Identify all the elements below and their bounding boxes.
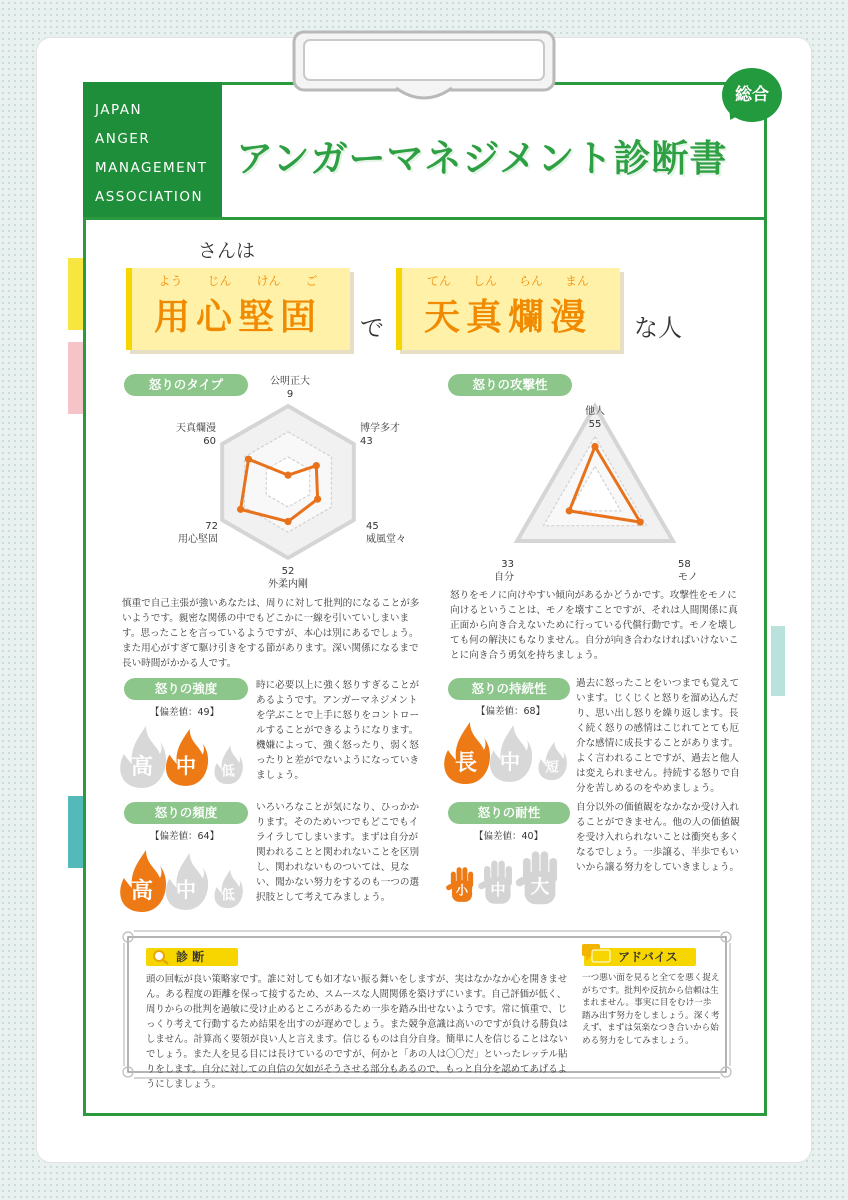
flame-level-icon [120, 850, 166, 912]
radar-data-point [284, 472, 291, 479]
svg-text:他人: 他人 [585, 406, 605, 417]
svg-text:60: 60 [203, 436, 216, 447]
flame-level-icon [490, 725, 532, 782]
speech-bubble-icon [580, 942, 612, 966]
svg-text:公明正大: 公明正大 [270, 376, 310, 387]
anger-attack-radar-chart [488, 396, 708, 592]
radar-axis-label [678, 559, 698, 583]
hand-level-label: 中 [490, 880, 506, 899]
svg-text:9: 9 [286, 389, 294, 400]
svg-text:外柔内剛: 外柔内剛 [268, 579, 308, 590]
connector-text: で [360, 314, 384, 342]
advice-title-text: アドバイス [618, 950, 678, 964]
svg-text:博学多才: 博学多才 [360, 423, 400, 434]
clip-icon [292, 30, 556, 102]
flame-level-icon [166, 729, 208, 786]
magnifier-icon [152, 949, 170, 965]
flame-level-label: 短 [545, 759, 559, 776]
flame-level-label: 中 [175, 878, 197, 903]
flame-level-icon [214, 870, 242, 908]
advice-title [584, 948, 696, 966]
flame-level-icon [166, 853, 208, 910]
svg-text:72: 72 [205, 521, 218, 532]
page-title: アンガーマネジメント診断書 [236, 137, 728, 180]
hand-level-label: 小 [455, 883, 469, 898]
hand-level-icon [514, 851, 557, 904]
hand-level-icon [445, 867, 473, 902]
ruby-reading: よう じん けん ご [158, 274, 318, 288]
intensity-text: 時に必要以上に強く怒りすぎることがあるようです。アンガーマネジメントを学ぶことで上手に怒りをコントロールすることができるようになります。機嫌によって、強く怒ったり、弱く怒ったりと差がでないようになっていきましょう。 [256, 680, 420, 781]
header-divider [83, 217, 767, 220]
radar-data-point [314, 496, 321, 503]
persistence-text: 過去に怒ったことをいつまでも覚えています。じくじくと怒りを溜め込んだり、思い出し怒りを繰り返します。長く続く怒りの感情はこじれてとても厄介な感情に成長することがあります。よく言われることですが、過去と他人は変えられません。持続する怒りで自分を苦しめるのをやめましょう。 [576, 678, 740, 794]
tolerance-title: 怒りの耐性 [448, 802, 570, 824]
overall-badge: 総合 [722, 68, 782, 122]
svg-text:43: 43 [360, 436, 373, 447]
radar-grid [222, 406, 354, 558]
svg-text:58: 58 [678, 559, 691, 570]
diagnosis-text: 頭の回転が良い策略家です。誰に対しても如才ない振る舞いをしますが、実はなかなか心を開きません。ある程度の距離を保って接するため、スムースな人間関係を築けずにいます。自己評価が低く、周りからの批判を過敏に受け止めるところがあるため一歩を踏み出せないようです。常に慎重で、じっくり考えて行動するため結果を出すのが遅めでしょう。また競争意識は高いのですが負ける勝負はしません。計算高く要領が良い人と言えます。信じるものは自分自身。簡単に人を信じることはないでしょう。また人を見る目には長けているのですが、何かと「あの人は〇〇だ」といったレッテル貼りをします。自分に対しての自信の欠如がそうさせる部分もあるので、もっと自分を認めてあげるようにしましょう。 [146, 974, 568, 1090]
svg-text:用心堅固: 用心堅固 [178, 534, 218, 545]
side-tab-mint [771, 626, 785, 696]
name-suffix: さんは [198, 240, 256, 262]
frequency-text: いろいろなことが気になり、ひっかかります。そのためいつでもどこでもイライラしてしまいます。まずは自分が関われることと関われないことを区別し、関われないものついては、見ない、聞かない努力をするのも一つの選択肢として考えてみましょう。 [256, 802, 420, 903]
tolerance-deviation: 【偏差値：40】 [474, 831, 544, 842]
ruby-reading: てん しん らん まん [426, 274, 589, 288]
radar-data-point [591, 443, 598, 450]
association-line: ANGER [95, 131, 151, 147]
type-section-title: 怒りのタイプ [124, 374, 248, 396]
radar-axis-label [270, 374, 310, 400]
persistence-deviation: 【偏差値：68】 [476, 706, 546, 717]
flame-level-label: 高 [130, 755, 154, 780]
flame-level-label: 長 [454, 751, 478, 776]
tolerance-hands [444, 842, 574, 914]
diagnosis-title-text: 診 断 [176, 950, 205, 964]
anger-type-word: 用心堅固 [153, 297, 322, 338]
persistence-flames [444, 714, 574, 786]
side-tab-teal [68, 796, 84, 868]
svg-text:45: 45 [366, 521, 379, 532]
radar-data-point [313, 462, 320, 469]
intensity-flames [120, 718, 250, 788]
radar-data-point [284, 518, 291, 525]
association-line: MANAGEMENT [95, 160, 208, 176]
anger-type-secondary [396, 268, 620, 350]
flame-level-label: 低 [221, 763, 235, 780]
attack-section-title: 怒りの攻撃性 [448, 374, 572, 396]
svg-text:天真爛漫: 天真爛漫 [176, 423, 216, 434]
association-block [83, 82, 222, 220]
svg-text:威風堂々: 威風堂々 [366, 534, 406, 545]
flame-level-icon [214, 746, 242, 784]
radar-data-point [637, 519, 644, 526]
radar-data-point [566, 507, 573, 514]
frequency-flames [120, 842, 250, 914]
intensity-title: 怒りの強度 [124, 678, 248, 700]
intensity-deviation: 【偏差値：49】 [150, 707, 220, 718]
hand-level-icon [477, 861, 512, 904]
svg-text:自分: 自分 [494, 572, 514, 583]
flame-level-label: 高 [130, 879, 154, 904]
association-line: JAPAN [95, 102, 143, 118]
svg-text:55: 55 [588, 419, 602, 430]
tolerance-text: 自分以外の価値観をなかなか受け入れることができません。他の人の価値観を受け入れられないことは衝突も多くなるでしょう。一歩譲る、半歩でもいいから譲る努力をしていきましょう。 [576, 802, 740, 873]
flame-level-icon [538, 742, 566, 780]
svg-text:52: 52 [281, 566, 295, 577]
frequency-deviation: 【偏差値：64】 [150, 831, 220, 842]
anger-type-primary [126, 268, 350, 350]
side-tab-yellow [68, 258, 84, 330]
side-tab-pink [68, 342, 84, 414]
radar-axis-label [494, 559, 514, 583]
flame-level-icon [120, 726, 166, 788]
persistence-title: 怒りの持続性 [448, 678, 570, 700]
advice-text: 一つ悪い面を見ると全てを悪く捉えがちです。批判や反抗から信頼は生まれません。事実に目をむけ一歩踏み出す努力をしましょう。深く考えず、まずは気楽なつき合いから始める努力をしてみましょう。 [582, 973, 720, 1046]
diagnosis-title [146, 948, 238, 966]
flame-level-label: 中 [175, 754, 197, 779]
radar-data-point [245, 456, 252, 463]
type-description: 慎重で自己主張が強いあなたは、周りに対して批判的になることが多いようです。親密な関係の中でもどこかに一線を引いていしまいます。思ったことを言っているようですが、本心は別にあるでしょう。また用心がすぎて駆け引きをする節があります。深い関係になるまで長い時間がかかる人です。 [122, 598, 420, 669]
radar-data-point [237, 506, 244, 513]
association-line: ASSOCIATION [95, 189, 204, 205]
hand-level-label: 大 [530, 877, 550, 899]
svg-text:33: 33 [501, 559, 514, 570]
flame-level-icon [444, 722, 490, 784]
radar-axis-label [268, 566, 308, 590]
frequency-title: 怒りの頻度 [124, 802, 248, 824]
flame-level-label: 中 [499, 750, 521, 775]
attack-description: 怒りをモノに向けやすい傾向があるかどうかです。攻撃性をモノに向けるということは、モノを壊すことですが、それは人間関係に真正面から向き合えないために行っている代償行動です。モノを壊しても何の解決にもなりません。自分が向き合わなければいけないことに向き合う勇気を持ちましょう。 [450, 590, 739, 661]
ending-text: な人 [634, 314, 682, 342]
svg-text:モノ: モノ [678, 572, 698, 583]
anger-type-word: 天真爛漫 [423, 297, 592, 338]
flame-level-label: 低 [221, 887, 235, 904]
